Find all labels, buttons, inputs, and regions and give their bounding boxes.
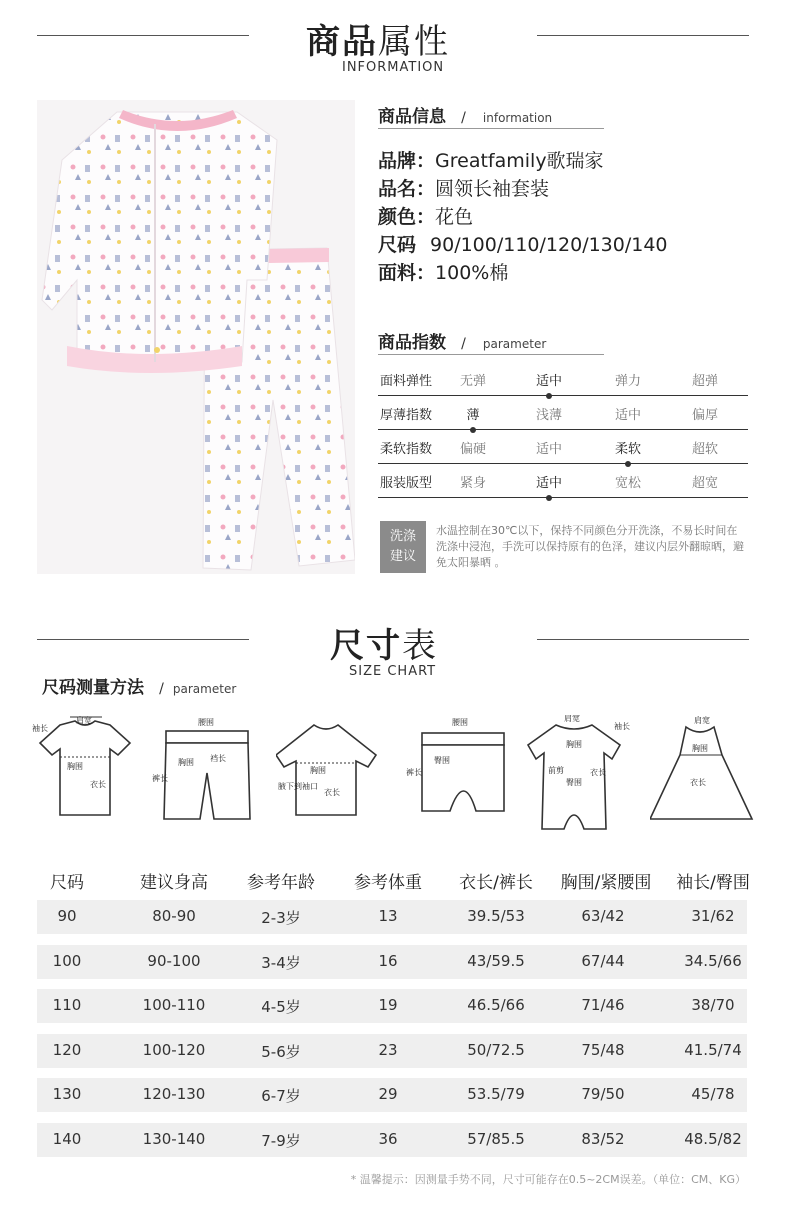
size-chart-subtitle: SIZE CHART [349,664,437,679]
divider-right-2 [537,639,749,640]
table-cell: 13 [378,907,398,925]
table-cell: 23 [378,1040,398,1059]
section-subtitle: INFORMATION [342,60,445,75]
table-row [37,900,747,934]
info-row-color: 颜色：花色 [378,206,474,228]
divider-left-2 [37,639,249,640]
param-option: 紧身 [459,476,486,491]
param-label: 厚薄指数 [380,408,433,423]
table-cell: 67/44 [581,951,625,970]
figure-pants [404,715,514,829]
info-row-name: 品名：圆领长袖套装 [378,178,550,200]
svg-text:胸围: 胸围 [67,762,83,771]
table-cell: 2-3岁 [261,909,301,927]
table-cell: 71/46 [581,996,625,1014]
param-label: 柔软指数 [380,442,433,457]
table-header-size: 尺码 [50,873,84,893]
param-option: 超弹 [691,374,718,389]
svg-text:衣长: 衣长 [590,768,606,777]
table-cell: 80-90 [152,907,196,925]
table-cell: 63/42 [581,907,625,925]
table-cell: 130 [52,1085,82,1103]
param-row [378,464,748,498]
param-row [378,396,748,430]
wash-text: 水温控制在30℃以下，保持不同颜色分开洗涤，不易长时间在洗涤中浸泡，手洗可以保持原有的色泽，建议内层外翻晾晒，避免太阳暴晒 。 [436,524,744,569]
figure-raglan-shirt [276,715,386,829]
table-cell: 120 [52,1040,82,1059]
table-header-sleeve: 袖长/臀围 [676,873,750,893]
svg-text:胸围: 胸围 [692,744,708,753]
table-cell: 83/52 [581,1129,625,1148]
table-row [37,945,747,979]
table-cell: 48.5/82 [684,1129,742,1148]
table-cell: 36 [378,1129,398,1148]
figure-shorts [150,715,260,829]
param-option: 宽松 [614,476,641,491]
table-row [37,989,747,1023]
footnote: * 温馨提示：因测量手势不同，尺寸可能存在0.5~2CM误差。（单位：CM、KG） [350,1173,746,1186]
params-underline [378,354,604,355]
table-cell: 100-120 [142,1040,206,1059]
param-row [378,362,748,396]
measure-heading: 尺码测量方法 / parameter [42,678,237,698]
param-option: 超宽 [691,476,718,491]
table-cell: 90 [57,907,77,925]
table-header-length: 衣长/裤长 [459,873,533,893]
table-row [37,1123,747,1157]
divider-left [37,35,249,36]
svg-text:胸围: 胸围 [566,740,582,749]
svg-text:胸围: 胸围 [178,758,194,767]
table-cell: 130-140 [142,1129,206,1148]
table-header-weight: 参考体重 [354,873,422,893]
table-cell: 5-6岁 [261,1042,301,1061]
param-scale-line [378,497,748,498]
svg-text:胸围: 胸围 [310,766,326,775]
param-row [378,430,748,464]
param-option: 浅薄 [535,408,562,423]
product-photo [37,100,355,574]
svg-text:袖长: 袖长 [32,724,48,733]
table-cell: 38/70 [691,996,735,1014]
param-label: 面料弹性 [380,374,433,389]
param-option: 适中 [535,442,562,457]
section-title: 商品属性 [306,22,450,62]
table-cell: 6-7岁 [261,1087,301,1105]
svg-text:前剪: 前剪 [548,766,564,775]
svg-text:臀围: 臀围 [566,778,582,787]
table-row [37,1078,747,1112]
param-label: 服装版型 [380,476,433,491]
svg-text:肩宽: 肩宽 [564,715,580,723]
svg-text:腰围: 腰围 [452,718,468,727]
params-heading: 商品指数 / parameter [378,333,547,353]
table-cell: 50/72.5 [467,1040,525,1059]
table-cell: 39.5/53 [467,907,525,925]
info-heading: 商品信息 / information [378,107,553,127]
info-row-size: 尺码 90/100/110/120/130/140 [378,234,668,256]
svg-text:裆长: 裆长 [210,754,226,763]
param-option: 超软 [691,442,718,457]
table-cell: 43/59.5 [467,951,525,970]
info-row-brand: 品牌：Greatfamily歌瑞家 [378,150,604,172]
svg-text:肩宽: 肩宽 [76,716,92,725]
param-option: 偏厚 [691,408,718,423]
table-cell: 19 [378,996,398,1014]
table-cell: 34.5/66 [684,951,742,970]
table-cell: 46.5/66 [467,996,525,1014]
table-cell: 31/62 [691,907,735,925]
table-header-age: 参考年龄 [247,873,315,893]
table-cell: 75/48 [581,1040,625,1059]
size-chart-title: 尺寸表 [330,626,438,666]
table-cell: 29 [378,1085,398,1103]
table-cell: 53.5/79 [467,1085,525,1103]
table-cell: 45/78 [691,1085,735,1103]
table-cell: 79/50 [581,1085,625,1103]
param-option: 柔软 [614,442,641,457]
svg-text:袖长: 袖长 [614,722,630,731]
table-cell: 140 [52,1129,82,1148]
divider-right [537,35,749,36]
info-row-fabric: 面料：100%棉 [378,262,509,284]
table-cell: 7-9岁 [261,1131,301,1150]
table-cell: 110 [52,996,82,1014]
table-cell: 100 [52,951,82,970]
table-row [37,1034,747,1068]
param-option: 适中 [535,374,562,389]
param-option: 适中 [535,476,562,491]
table-cell: 100-110 [142,996,206,1014]
param-option: 偏硬 [459,442,486,457]
svg-text:衣长: 衣长 [324,788,340,797]
svg-text:肩宽: 肩宽 [694,716,710,725]
table-cell: 3-4岁 [261,953,301,972]
table-cell: 16 [378,951,398,970]
figure-romper [526,715,636,839]
svg-text:衣长: 衣长 [90,780,106,789]
param-selected-dot [546,495,552,501]
table-cell: 57/85.5 [467,1129,525,1148]
svg-text:裤长: 裤长 [152,774,168,783]
param-option: 无弹 [459,374,486,389]
table-header-height: 建议身高 [140,873,208,893]
figure-dress [650,715,760,829]
figure-tshirt [30,715,140,829]
info-underline [378,128,604,129]
svg-text:臀围: 臀围 [434,756,450,765]
table-cell: 120-130 [142,1085,206,1103]
param-option: 适中 [614,408,641,423]
wash-label: 洗涤 建议 [380,521,426,573]
svg-text:腋下到袖口: 腋下到袖口 [278,782,318,791]
param-option: 薄 [466,408,480,423]
table-cell: 41.5/74 [684,1040,742,1059]
svg-text:腰围: 腰围 [198,718,214,727]
table-cell: 90-100 [147,951,201,970]
table-cell: 4-5岁 [261,998,301,1016]
table-header-chest: 胸围/紧腰围 [560,873,652,893]
param-option: 弹力 [614,374,641,389]
svg-text:衣长: 衣长 [690,778,706,787]
svg-text:裤长: 裤长 [406,768,422,777]
